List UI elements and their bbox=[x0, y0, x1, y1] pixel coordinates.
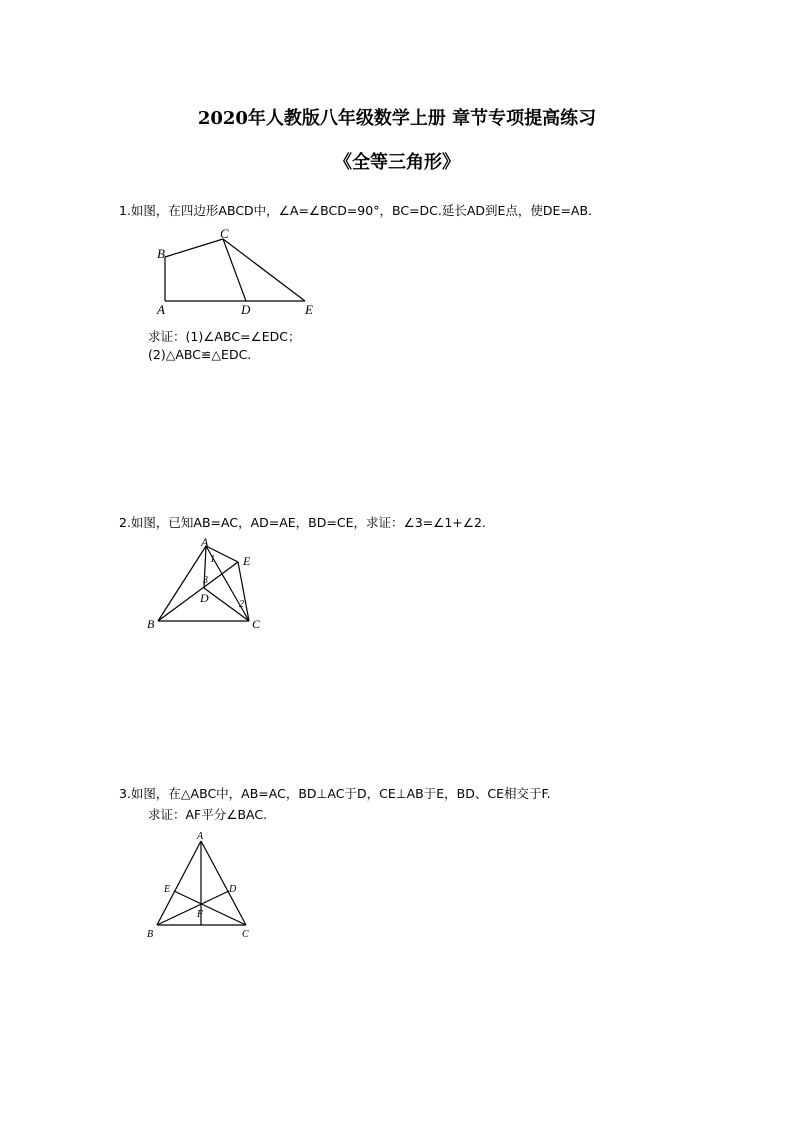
figure-label-b: B bbox=[157, 246, 165, 261]
figure-label-c: C bbox=[220, 226, 229, 241]
problem-1-statement: 1.如图，在四边形ABCD中，∠A=∠BCD=90°，BC=DC.延长AD到E点，使DE=AB. bbox=[119, 203, 593, 218]
figure-label-e: E bbox=[305, 302, 313, 317]
figure-label-e: E bbox=[164, 884, 171, 895]
figure-label-f: F bbox=[197, 909, 204, 920]
figure-label-a: A bbox=[197, 831, 204, 842]
figure-label-c: C bbox=[252, 617, 261, 631]
angle-label-3: 3 bbox=[203, 575, 208, 586]
figure-label-b: B bbox=[147, 929, 154, 940]
problem-3-figure bbox=[143, 828, 263, 943]
figure-label-a: A bbox=[157, 302, 165, 317]
figure-label-d: D bbox=[241, 302, 251, 317]
problem-1-proof-line-2: (2)△ABC≌△EDC. bbox=[148, 347, 252, 362]
figure-label-c: C bbox=[242, 929, 249, 940]
figure-label-d: D bbox=[200, 591, 209, 605]
problem-2-statement: 2.如图，已知AB=AC，AD=AE，BD=CE，求证：∠3=∠1+∠2. bbox=[119, 515, 486, 530]
document-title: 2020年人教版八年级数学上册 章节专项提高练习 bbox=[197, 108, 597, 129]
figure-label-d: D bbox=[229, 884, 237, 895]
figure-label-e: E bbox=[243, 554, 251, 568]
problem-3-statement: 3.如图，在△ABC中，AB=AC，BD⊥AC于D，CE⊥AB于E，BD、CE相交于F. bbox=[119, 786, 551, 801]
angle-label-1: 1 bbox=[210, 554, 215, 565]
problem-1-figure bbox=[150, 225, 330, 320]
figure-label-a: A bbox=[201, 535, 209, 549]
problem-3-proof-line-1: 求证：AF平分∠BAC. bbox=[148, 807, 268, 822]
problem-2-figure bbox=[145, 535, 275, 635]
document-subtitle: 《全等三角形》 bbox=[334, 152, 460, 173]
problem-1-proof-line-1: 求证：(1)∠ABC=∠EDC； bbox=[148, 329, 301, 344]
angle-label-2: 2 bbox=[239, 599, 244, 610]
figure-label-b: B bbox=[147, 617, 155, 631]
